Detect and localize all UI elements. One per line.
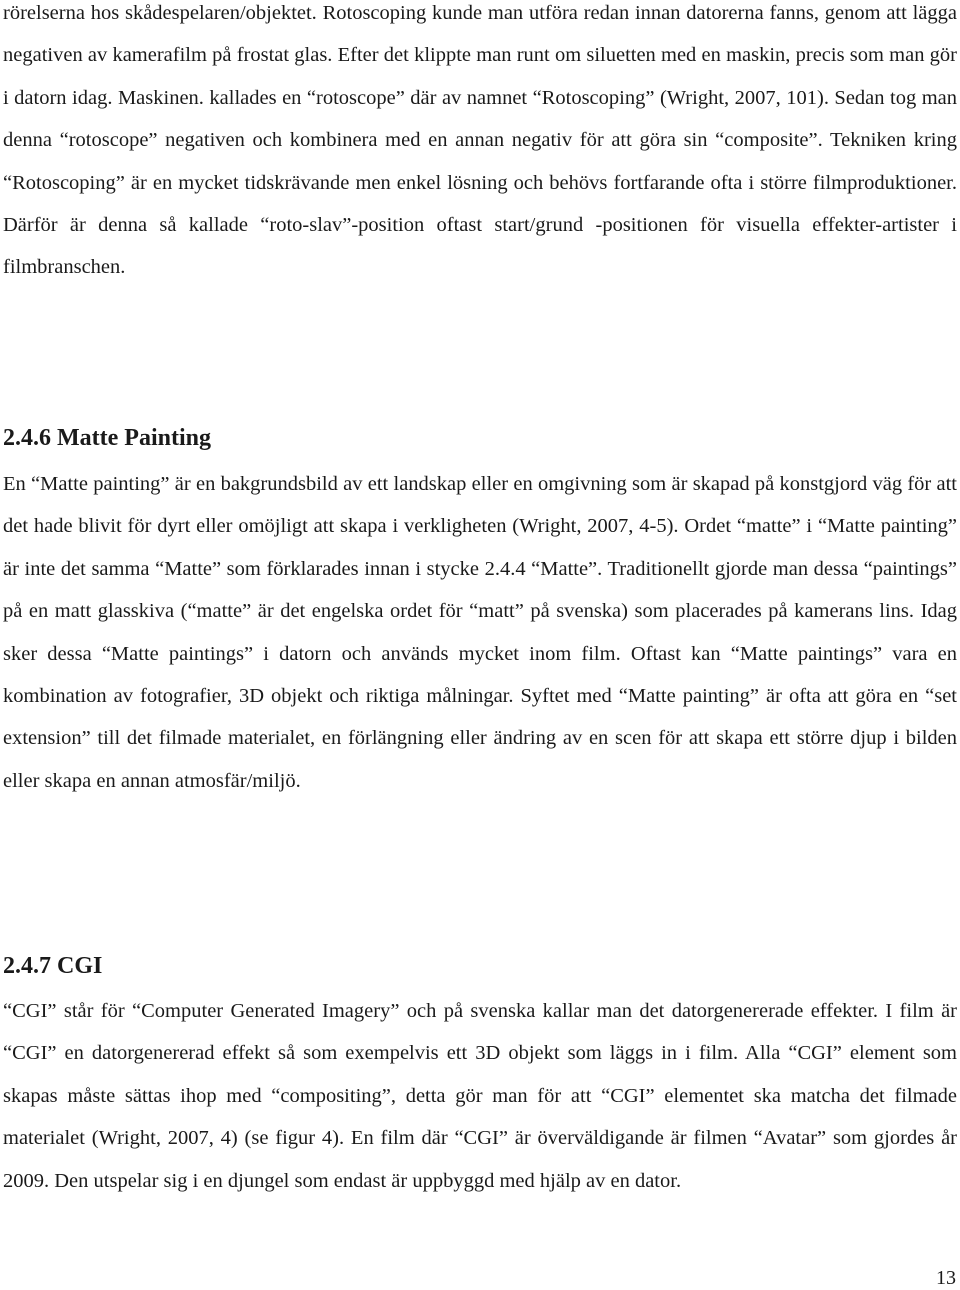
paragraph-rotoscoping: rörelserna hos skådespelaren/objektet. Rotoscoping kunde man utföra redan innan datorerna fanns, genom att lägga negativen av kamerafilm på frostat glas. Efter det klippte man runt om siluetten med en maskin, precis som man gör i datorn idag. Maskinen. kallades en “rotoscope” där av namnet “Rotoscoping” (Wright, 2007, 101). Sedan tog man denna “rotoscope” negativen och kombinera med en annan negativ för att göra sin “composite”. Tekniken kring “Rotoscoping” är en mycket tidskrävande men enkel lösning och behövs fortfarande ofta i större filmproduktioner. Därför är denna så kallade “roto-slav”-position oftast start/grund -positionen för visuella effekter-artister i filmbranschen. (3, 2, 957, 279)
section-heading-matte-painting: 2.4.6 Matte Painting (3, 425, 211, 451)
page-number: 13 (936, 1267, 956, 1289)
section-heading-cgi: 2.4.7 CGI (3, 953, 103, 979)
paragraph-cgi: “CGI” står för “Computer Generated Imagery” och på svenska kallar man det datorgenererade effekter. I film är “CGI” en datorgenererad effekt så som exempelvis ett 3D objekt som läggs in i film. Alla “CGI” element som skapas måste sättas ihop med “compositing”, detta gör man för att “CGI” elementet ska matcha det filmade materialet (Wright, 2007, 4) (se figur 4). En film där “CGI” är överväldigande är filmen “Avatar” som gjordes år 2009. Den utspelar sig i en djungel som endast är uppbyggd med hjälp av en dator. (3, 1000, 957, 1192)
paragraph-matte-painting: En “Matte painting” är en bakgrundsbild av ett landskap eller en omgivning som är skapad på konstgjord väg för att det hade blivit för dyrt eller omöjligt att skapa i verkligheten (Wright, 2007, 4-5). Ordet “matte” i “Matte painting” är inte det samma “Matte” som förklarades innan i stycke 2.4.4 “Matte”. Traditionellt gjorde man dessa “paintings” på en matt glasskiva (“matte” är det engelska ordet för “matt” på svenska) som placerades på kamerans lins. Idag sker dessa “Matte paintings” i datorn och används mycket inom film. Oftast kan “Matte paintings” vara en kombination av fotografier, 3D objekt och riktiga målningar. Syftet med “Matte painting” är ofta att göra en “set extension” till det filmade materialet, en förlängning eller ändring av en scen för att skapa ett större djup i bilden eller skapa en annan atmosfär/miljö. (3, 473, 957, 792)
